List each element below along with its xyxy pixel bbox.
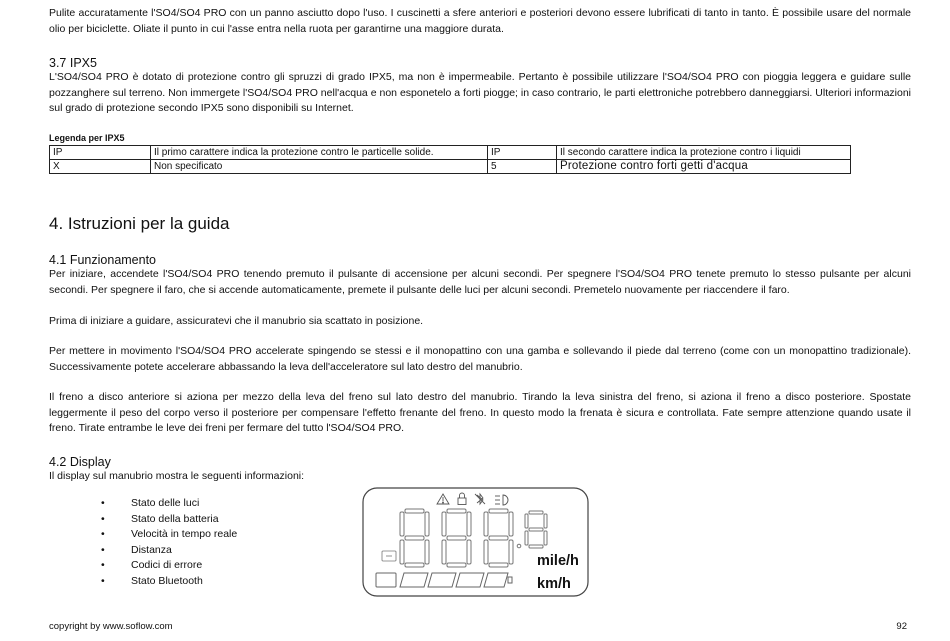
digit-segment-group bbox=[484, 509, 513, 567]
power-icon bbox=[382, 551, 396, 561]
legend-title: Legenda per IPX5 bbox=[49, 133, 125, 143]
table-cell: Il primo carattere indica la protezione contro le particelle solide. bbox=[151, 146, 488, 160]
page-number: 92 bbox=[896, 621, 907, 632]
table-cell: Il secondo carattere indica la protezione contro i liquidi bbox=[557, 146, 851, 160]
display-illustration bbox=[362, 487, 589, 597]
display-svg bbox=[362, 487, 589, 597]
unit-km: km/h bbox=[537, 576, 571, 592]
display-info-list bbox=[49, 496, 349, 590]
table-cell: Non specificato bbox=[151, 160, 488, 174]
ipx5-legend-table bbox=[49, 145, 851, 174]
table-cell: 5 bbox=[488, 160, 557, 174]
operation-paragraph-3: Per mettere in movimento l'SO4/SO4 PRO accelerate spingendo se stessi e il monopattino con una gamba e sollevando il piede dal terreno (come con un monopattino tradizionale). Successivamente potete accelerare abbassando la leva dell'acceleratore sul lato destro del manubrio. bbox=[49, 345, 911, 373]
list-item: • Stato della batteria bbox=[49, 512, 349, 528]
copyright-text: copyright by www.soflow.com bbox=[49, 621, 173, 632]
digit-segment-group bbox=[400, 509, 429, 567]
list-item: • Velocità in tempo reale bbox=[49, 527, 349, 543]
heading-4-2: 4.2 Display bbox=[49, 455, 111, 469]
heading-section-4: 4. Istruzioni per la guida bbox=[49, 214, 230, 233]
table-cell: IP bbox=[488, 146, 557, 160]
operation-paragraph-4: Il freno a disco anteriore si aziona per mezzo della leva del freno sul lato destro del manubrio. Tirando la leva sinistra del freno, si aziona il freno a disco posteriore. Spostate leggermente il peso del corpo verso il posteriore per compensare l'effetto frenante del freno. In questo modo la frenata è sicura e controllata. Fate sempre attenzione quando usate il freno. Tirate entrambe le leve dei freni per fermare del tutto l'SO4/SO4 PRO. bbox=[49, 391, 911, 434]
table-row bbox=[50, 146, 851, 160]
list-item: • Distanza bbox=[49, 543, 349, 559]
bluetooth-off-icon bbox=[475, 494, 485, 504]
table-cell: X bbox=[50, 160, 151, 174]
heading-3-7: 3.7 IPX5 bbox=[49, 56, 97, 70]
footer bbox=[49, 621, 907, 632]
digit-segment-group bbox=[442, 509, 471, 567]
list-item: • Stato Bluetooth bbox=[49, 574, 349, 590]
intro-paragraph: Pulite accuratamente l'SO4/SO4 PRO con un panno asciutto dopo l'uso. I cuscinetti a sfere anteriori e posteriori devono essere lubrificati di tanto in tanto. È possibile usare del normale olio per biciclette. Oliate il punto in cui l'asse entra nella ruota per garantirne una maggiore durata. bbox=[49, 7, 911, 35]
battery-icon bbox=[376, 573, 512, 587]
operation-paragraph-1: Per iniziare, accendete l'SO4/SO4 PRO tenendo premuto il pulsante di accensione per alcuni secondi. Per spegnere l'SO4/SO4 PRO tenete premuto lo stesso pulsante per alcuni secondi. Per spegnere il faro, che si accende automaticamente, premete il pulsante delle luci per alcuni secondi. Premetelo nuovamente per riaccendere il faro. bbox=[49, 268, 911, 296]
table-cell: IP bbox=[50, 146, 151, 160]
ipx5-paragraph: L'SO4/SO4 PRO è dotato di protezione contro gli spruzzi di grado IPX5, ma non è impermeabile. Pertanto è possibile utilizzare l'SO4/SO4 PRO con pioggia leggera e guidare sulle pozzanghere sul terreno. Non immergete l'SO4/SO4 PRO nell'acqua e non esponetelo a forti piogge; in caso contrario, le parti elettroniche potrebbero danneggiarsi. Ulteriori informazioni sul grado di protezione secondo IPX5 sono disponibili su Internet. bbox=[49, 71, 911, 114]
digit-segment-group bbox=[525, 511, 547, 548]
table-cell: Protezione contro forti getti d'acqua bbox=[557, 160, 851, 174]
lock-icon bbox=[458, 493, 466, 505]
warning-icon bbox=[437, 494, 449, 504]
operation-paragraph-2: Prima di iniziare a guidare, assicuratevi che il manubrio sia scattato in posizione. bbox=[49, 315, 424, 327]
heading-4-1: 4.1 Funzionamento bbox=[49, 253, 157, 267]
list-item: • Stato delle luci bbox=[49, 496, 349, 512]
display-intro: Il display sul manubrio mostra le seguenti informazioni: bbox=[49, 470, 305, 482]
list-item: • Codici di errore bbox=[49, 558, 349, 574]
unit-mile: mile/h bbox=[537, 553, 579, 569]
headlight-icon bbox=[495, 495, 508, 505]
table-row bbox=[50, 160, 851, 174]
speed-digits bbox=[400, 509, 547, 567]
